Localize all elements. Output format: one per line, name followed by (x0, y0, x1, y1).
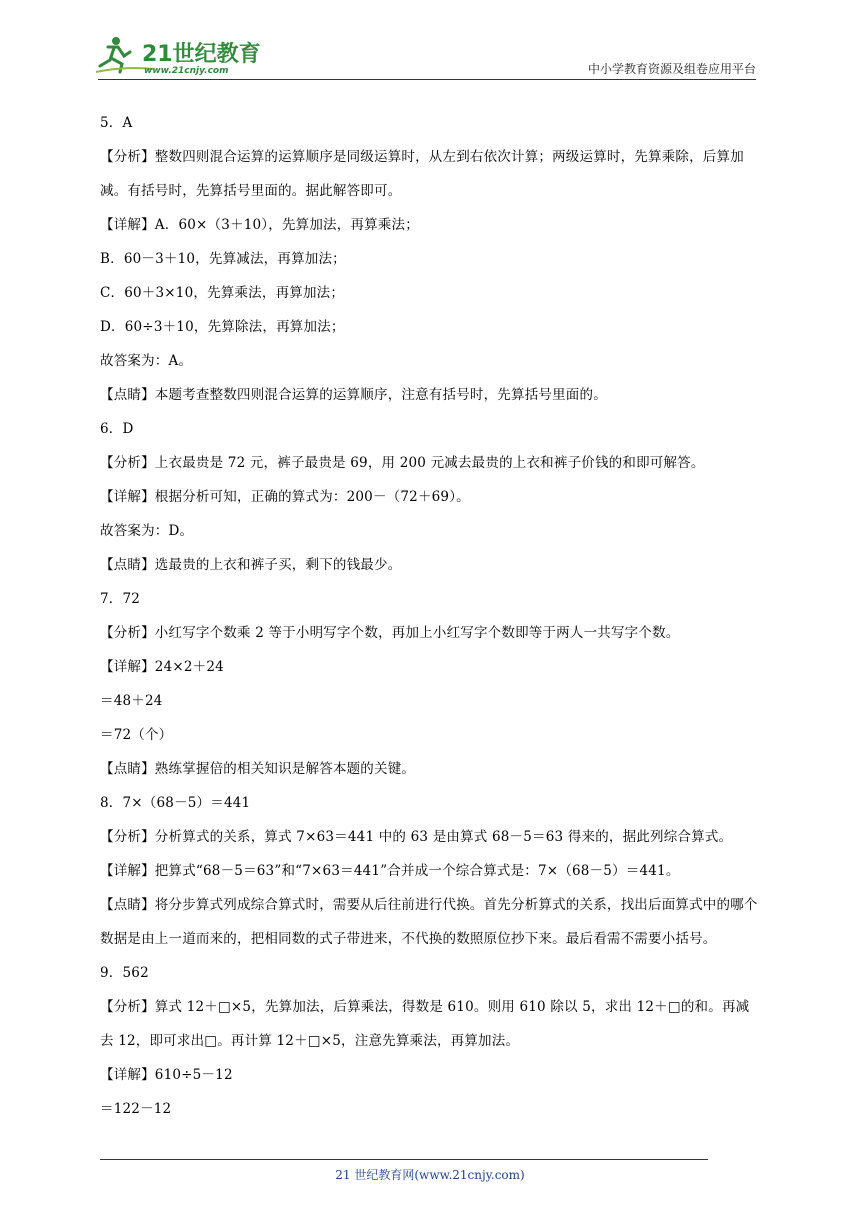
answer-6-title: 6．D (100, 421, 134, 437)
logo-url-text: www.21cnjy.com (144, 66, 229, 76)
answer-9-title: 9．562 (100, 965, 149, 981)
answer-9-analysis: 【分析】算式 12＋□×5，先算加法，后算乘法，得数是 610。则用 610 除以 5，求出 12＋□的和。再减去 12，即可求出□。再计算 12＋□×5，注意先算乘法，再算加法。 (100, 999, 750, 1049)
answer-9-detail-1: 【详解】610÷5－12 (100, 1067, 233, 1083)
footer-link[interactable]: 21 世纪教育网(www.21cnjy.com) (335, 1168, 525, 1182)
answer-5-title: 5．A (100, 115, 133, 131)
answer-content (100, 106, 760, 1126)
answer-6-comment: 【点睛】选最贵的上衣和裤子买，剩下的钱最少。 (100, 557, 402, 573)
answer-7-detail-1: 【详解】24×2＋24 (100, 659, 224, 675)
answer-8-title: 8．7×（68－5）＝441 (100, 795, 251, 811)
footer-divider (100, 1159, 708, 1160)
answer-5-conclusion: 故答案为：A。 (100, 353, 193, 369)
answer-5-detail-d: D．60÷3＋10，先算除法，再算加法； (100, 319, 345, 335)
answer-6-conclusion: 故答案为：D。 (100, 523, 194, 539)
answer-7-comment: 【点睛】熟练掌握倍的相关知识是解答本题的关键。 (100, 761, 416, 777)
answer-5-detail-c: C．60＋3×10，先算乘法，再算加法； (100, 285, 345, 301)
answer-5-detail-a: 【详解】A．60×（3＋10），先算加法，再算乘法； (100, 217, 419, 233)
answer-6-detail: 【详解】根据分析可知，正确的算式为：200－（72＋69）。 (100, 489, 470, 505)
platform-title: 中小学教育资源及组卷应用平台 (587, 62, 756, 76)
header-divider (98, 79, 756, 80)
answer-5-comment: 【点睛】本题考查整数四则混合运算的运算顺序，注意有括号时，先算括号里面的。 (100, 387, 607, 403)
answer-6-analysis: 【分析】上衣最贵是 72 元，裤子最贵是 69，用 200 元减去最贵的上衣和裤子价钱的和即可解答。 (100, 455, 705, 471)
answer-5-detail-b: B．60－3＋10，先算减法，再算加法； (100, 251, 346, 267)
answer-7-detail-3: ＝72（个） (100, 727, 173, 743)
runner-logo-icon (94, 36, 264, 76)
answer-5-analysis: 【分析】整数四则混合运算的运算顺序是同级运算时，从左到右依次计算；两级运算时，先算乘除，后算加减。有括号时，先算括号里面的。据此解答即可。 (100, 149, 744, 199)
logo-brand-text: 21世纪教育 (142, 42, 261, 67)
answer-7-detail-2: ＝48＋24 (100, 693, 163, 709)
answer-9-detail-2: ＝122－12 (100, 1101, 172, 1117)
answer-7-analysis: 【分析】小红写字个数乘 2 等于小明写字个数，再加上小红写字个数即等于两人一共写字个数。 (100, 625, 680, 641)
answer-8-detail: 【详解】把算式“68－5＝63”和“7×63＝441”合并成一个综合算式是：7×（68－5）＝441。 (100, 863, 680, 879)
site-logo[interactable] (94, 36, 264, 76)
answer-7-title: 7．72 (100, 591, 141, 607)
answer-8-analysis: 【分析】分析算式的关系，算式 7×63＝441 中的 63 是由算式 68－5＝63 得来的，据此列综合算式。 (100, 829, 733, 845)
answer-8-comment: 【点睛】将分步算式列成综合算式时，需要从后往前进行代换。首先分析算式的关系，找出后面算式中的哪个数据是由上一道而来的，把相同数的式子带进来，不代换的数照原位抄下来。最后看需不需要小括号。 (100, 897, 758, 947)
page-header (0, 0, 860, 90)
